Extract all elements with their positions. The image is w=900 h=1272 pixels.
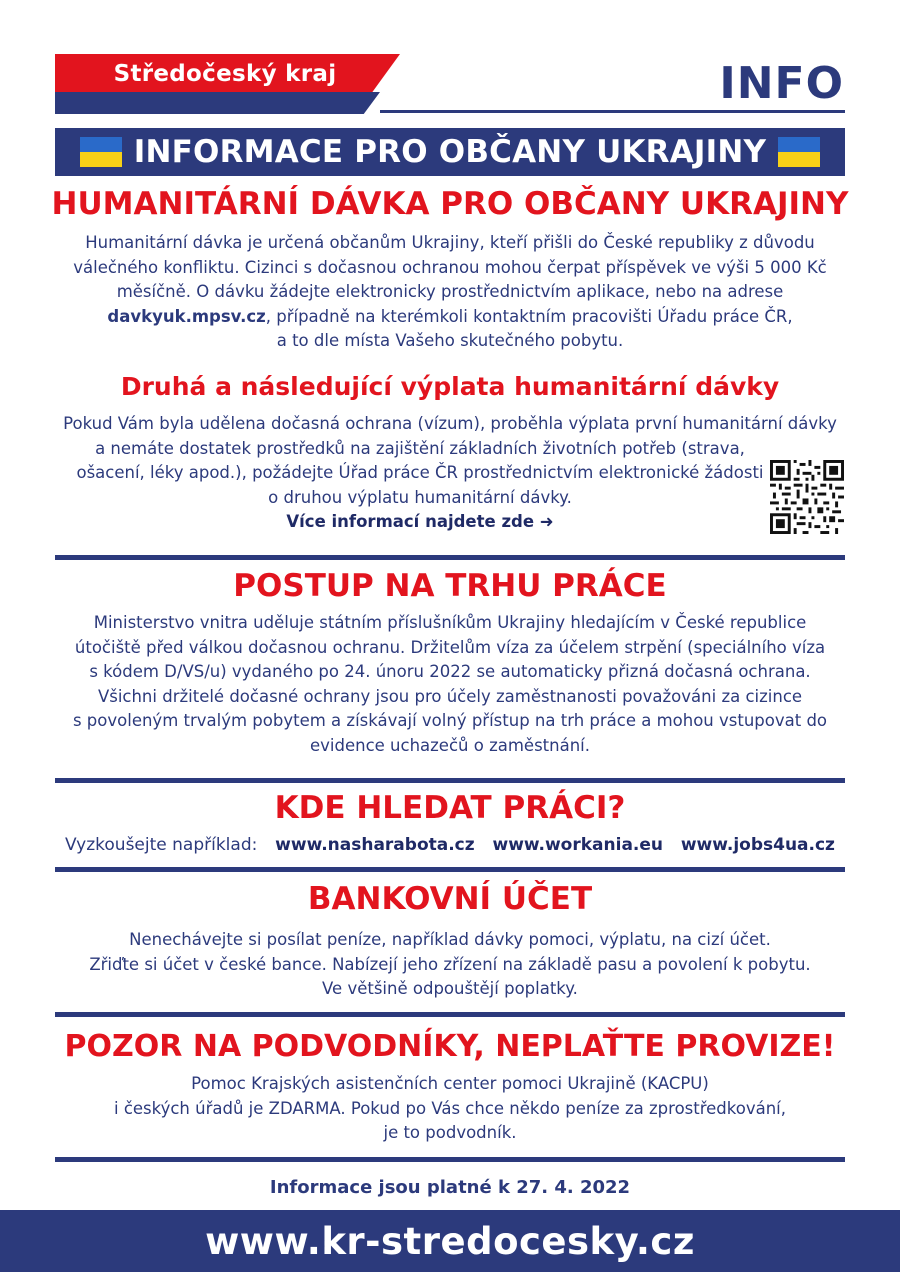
text-line: Ministerstvo vnitra uděluje státním příslušníkům Ukrajiny hledajícím v České republice	[93, 613, 807, 632]
text-line: ošacení, léky apod.), požádejte Úřad práce ČR prostřednictvím elektronické žádosti	[76, 463, 764, 482]
footer-website-link[interactable]: www.kr-stredocesky.cz	[205, 1219, 695, 1263]
section-heading-fraud-warning: POZOR NA PODVODNÍKY, NEPLAŤTE PROVIZE!	[64, 1029, 836, 1064]
text-line: i českých úřadů je ZDARMA. Pokud po Vás chce někdo peníze za zprostředkování,	[113, 1098, 786, 1118]
text-line: Nenechávejte si posílat peníze, například dávky pomoci, výplatu, na cizí účet.	[129, 930, 771, 949]
text-line: evidence uchazečů o zaměstnání.	[310, 735, 590, 755]
section-heading-bank-account: BANKOVNÍ ÚČET	[307, 881, 593, 917]
info-label: INFO	[719, 58, 844, 109]
section-text-second-payment	[30, 412, 870, 535]
ukraine-flag-icon	[778, 137, 820, 167]
section-heading-labour-market: POSTUP NA TRHU PRÁCE	[233, 568, 667, 604]
section-heading-job-search: KDE HLEDAT PRÁCI?	[274, 790, 626, 826]
section-heading-humanitarian-benefit: HUMANITÁRNÍ DÁVKA PRO OBČANY UKRAJINY	[51, 186, 849, 222]
text-line: o druhou výplatu humanitární dávky.	[268, 487, 572, 507]
ukraine-flag-icon	[80, 137, 122, 167]
job-links-row	[55, 832, 845, 858]
header-divider	[380, 110, 845, 113]
text-line: je to podvodník.	[383, 1123, 517, 1142]
job-link-workania[interactable]: www.workania.eu	[492, 835, 664, 855]
section-divider	[55, 555, 845, 560]
section-text-labour-market	[40, 611, 860, 758]
section-text-fraud-warning	[40, 1072, 860, 1146]
job-link-nasharabota[interactable]: www.nasharabota.cz	[275, 835, 475, 855]
section-divider	[55, 1157, 845, 1162]
title-banner	[55, 128, 845, 176]
text-line: Humanitární dávka je určená občanům Ukrajiny, kteří přišli do České republiky z důvodu	[85, 233, 815, 252]
more-info-link[interactable]: Více informací najdete zde ➜	[286, 512, 554, 531]
text-line: Pokud Vám byla udělena dočasná ochrana (vízum), proběhla výplata první humanitární dávky	[63, 414, 837, 433]
text-line: útočiště před válkou dočasnou ochranu. Držitelům víza za účelem strpění (speciálního víza	[74, 637, 826, 657]
text-line: měsíčně. O dávku žádejte elektronicky prostřednictvím aplikace, nebo na adrese	[116, 282, 784, 301]
text-line: Ve většině odpouštějí poplatky.	[322, 979, 578, 998]
section-text-bank-account	[40, 928, 860, 1002]
banner-title: INFORMACE PRO OBČANY UKRAJINY	[133, 134, 767, 170]
section-divider	[55, 1012, 845, 1017]
text-line: s povoleným trvalým pobytem a získávají volný přístup na trh práce a mohou vstupovat do	[72, 711, 828, 730]
section-text-humanitarian-benefit	[40, 231, 860, 354]
text-line: davkyuk.mpsv.cz, případně na kterémkoli kontaktním pracovišti Úřadu práce ČR,	[107, 306, 793, 326]
text-line: a nemáte dostatek prostředků na zajištění základních životních potřeb (strava,	[95, 438, 745, 458]
text-line: Všichni držitelé dočasné ochrany jsou pro účely zaměstnanosti považováni za cizince	[97, 686, 803, 706]
footer-band	[0, 1210, 900, 1272]
benefit-link[interactable]: davkyuk.mpsv.cz	[107, 306, 266, 326]
job-links-label: Vyzkoušejte například:	[65, 835, 258, 855]
text-line: válečného konfliktu. Cizinci s dočasnou ochranou mohou čerpat příspěvek ve výši 5 000 Kč	[73, 257, 827, 277]
text-line: Pomoc Krajských asistenčních center pomoci Ukrajině (KACPU)	[191, 1074, 709, 1093]
section-divider	[55, 867, 845, 872]
text-line: Zřiďte si účet v české bance. Nabízejí jeho zřízení na základě pasu a povolení k pobytu.	[89, 954, 811, 974]
text-line: a to dle místa Vašeho skutečného pobytu.	[276, 331, 624, 350]
validity-date: Informace jsou platné k 27. 4. 2022	[269, 1177, 631, 1198]
header-blue-stripe	[55, 92, 380, 114]
job-link-jobs4ua[interactable]: www.jobs4ua.cz	[680, 835, 835, 855]
section-heading-second-payment: Druhá a následující výplata humanitární dávky	[120, 372, 780, 401]
section-divider	[55, 778, 845, 783]
text-line: s kódem D/VS/u) vydaného po 24. únoru 2022 se automaticky přizná dočasná ochrana.	[89, 662, 811, 681]
region-name: Středočeský kraj	[113, 61, 337, 87]
qr-code-icon[interactable]	[770, 460, 844, 534]
